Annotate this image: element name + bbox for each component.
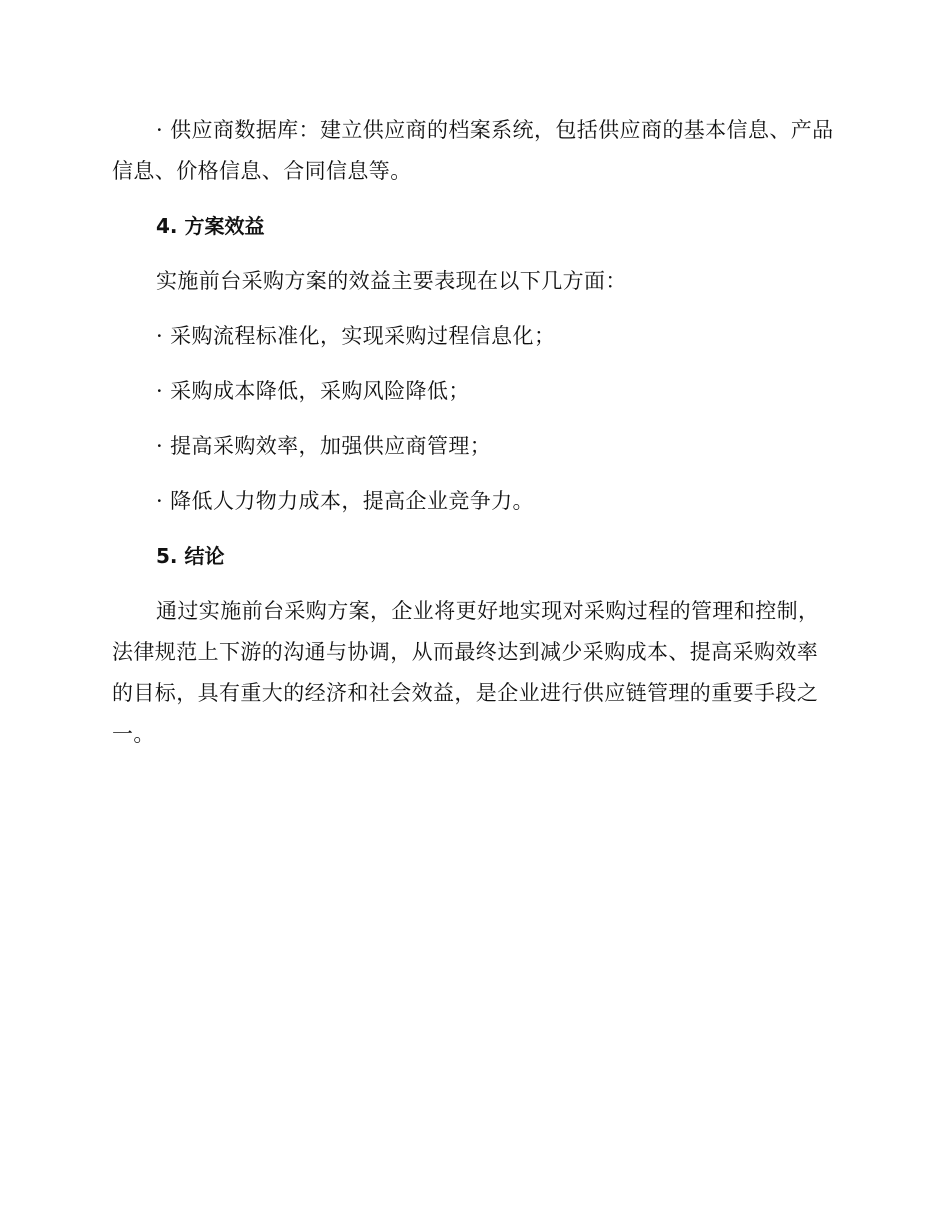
- section-heading-conclusion: 5. 结论: [156, 544, 225, 568]
- document-body: [112, 110, 834, 755]
- benefit-item: · 采购流程标准化，实现采购过程信息化；: [156, 324, 556, 348]
- section-heading-benefits: 4. 方案效益: [156, 214, 265, 238]
- benefit-item: · 降低人力物力成本，提高企业竞争力。: [156, 489, 534, 513]
- benefit-item: · 提高采购效率，加强供应商管理；: [156, 434, 492, 458]
- bullet-supplier-database: · 供应商数据库：建立供应商的档案系统，包括供应商的基本信息、产品信息、价格信息、合同信息等。: [112, 118, 834, 183]
- benefit-item: · 采购成本降低，采购风险降低；: [156, 379, 470, 403]
- benefits-intro: 实施前台采购方案的效益主要表现在以下几方面：: [156, 269, 627, 293]
- conclusion-paragraph: 通过实施前台采购方案，企业将更好地实现对采购过程的管理和控制，法律规范上下游的沟通与协调，从而最终达到减少采购成本、提高采购效率的目标，具有重大的经济和社会效益，是企业进行供应链管理的重要手段之一。: [112, 599, 820, 746]
